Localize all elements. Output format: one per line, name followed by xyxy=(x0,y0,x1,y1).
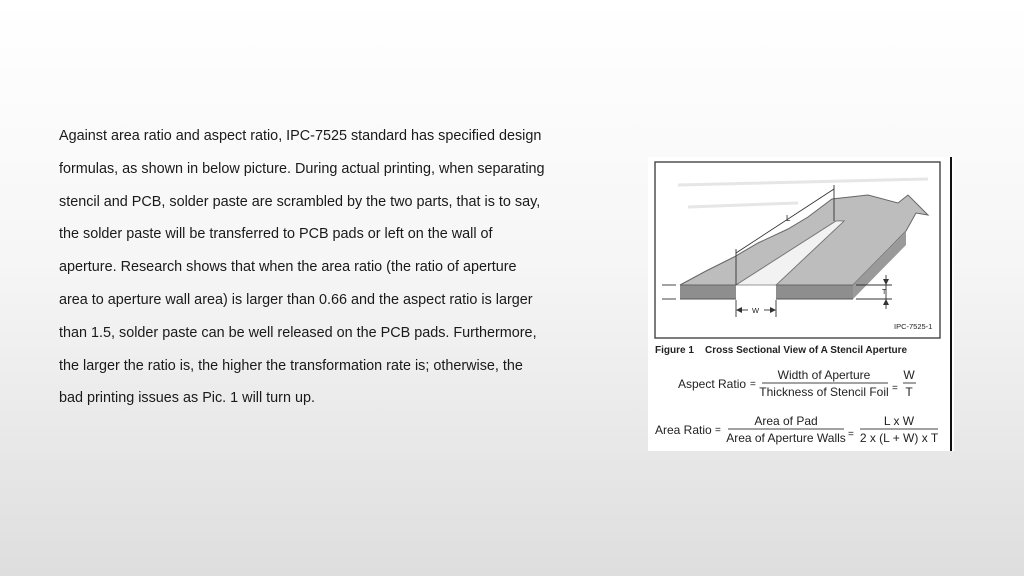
paragraph-line: aperture. Research shows that when the area ratio (the ratio of aperture xyxy=(59,259,517,276)
body-paragraph xyxy=(59,120,604,415)
paragraph-line: area to aperture wall area) is larger than 0.66 and the aspect ratio is larger xyxy=(59,291,533,308)
equals-sign: = xyxy=(750,379,756,390)
equals-sign: = xyxy=(892,383,898,394)
paragraph-line: the solder paste will be transferred to PCB pads or left on the wall of xyxy=(59,226,493,243)
aspect-simple-denominator: T xyxy=(905,385,913,399)
paragraph-line: than 1.5, solder paste can be well released on the PCB pads. Furthermore, xyxy=(59,324,537,341)
paragraph-line: stencil and PCB, solder paste are scrambled by the two parts, that is to say, xyxy=(59,193,541,210)
label-l: L xyxy=(786,214,791,223)
equals-sign: = xyxy=(848,429,854,440)
area-simple-numerator: L x W xyxy=(883,414,915,428)
equals-sign: = xyxy=(715,425,721,436)
paragraph-line: bad printing issues as Pic. 1 will turn up. xyxy=(59,390,315,407)
aspect-ratio-label: Aspect Ratio xyxy=(678,377,747,391)
aspect-numerator: Width of Aperture xyxy=(777,368,871,382)
paragraph-line: formulas, as shown in below picture. During actual printing, when separating xyxy=(59,160,545,177)
label-w: W xyxy=(752,306,760,315)
area-ratio-formula xyxy=(655,414,939,445)
aspect-simple-numerator: W xyxy=(903,368,915,382)
aspect-ratio-formula xyxy=(678,368,916,399)
area-denominator: Area of Aperture Walls xyxy=(726,431,846,445)
figure-id: IPC-7525-1 xyxy=(894,322,933,331)
stencil-aperture-figure xyxy=(648,157,954,451)
paragraph-line: Against area ratio and aspect ratio, IPC-7525 standard has specified design xyxy=(59,128,542,144)
caption-number: Figure 1 xyxy=(655,345,694,356)
paragraph-line: the larger the ratio is, the higher the transformation rate is; otherwise, the xyxy=(59,357,523,374)
label-t: T xyxy=(882,289,887,296)
figure-svg xyxy=(648,157,954,451)
area-numerator: Area of Pad xyxy=(754,414,818,428)
area-simple-denominator: 2 x (L + W) x T xyxy=(859,431,939,445)
caption-title: Cross Sectional View of A Stencil Aperture xyxy=(705,345,908,356)
area-ratio-label: Area Ratio xyxy=(655,423,712,437)
aspect-denominator: Thickness of Stencil Foil xyxy=(759,385,889,399)
